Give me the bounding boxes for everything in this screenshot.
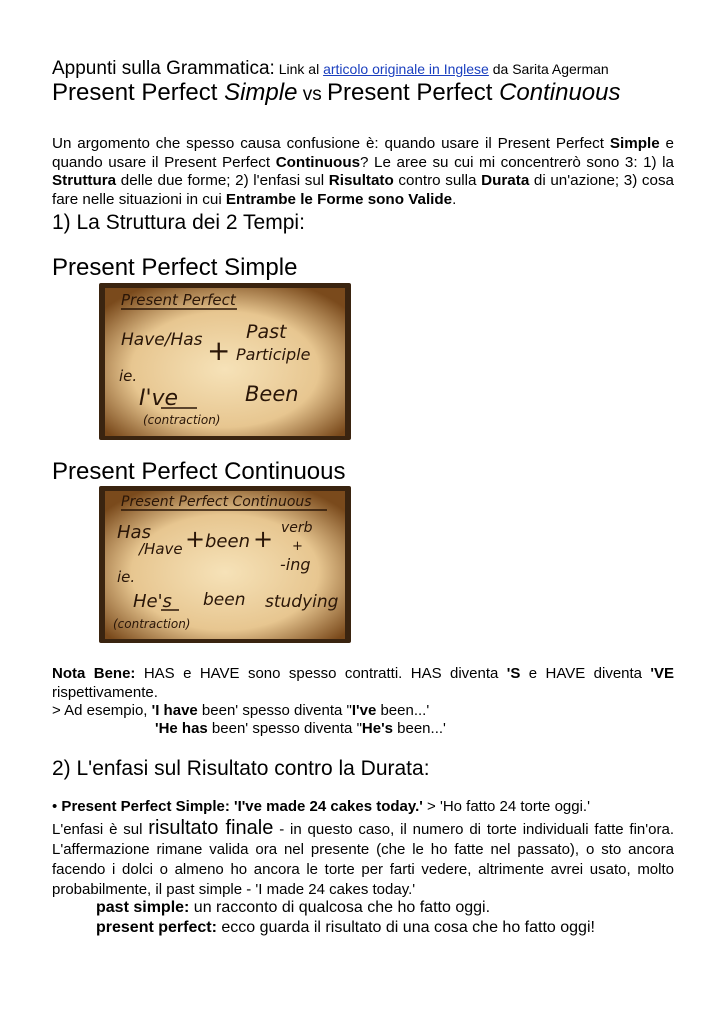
nota-text: been' spesso diventa " bbox=[197, 702, 352, 719]
header-link-intro: Link al bbox=[274, 61, 324, 77]
nota-text: been' spesso diventa " bbox=[207, 720, 362, 737]
board-cont-plus3: + bbox=[292, 539, 303, 554]
board-simple-have-has: Have/Has bbox=[121, 330, 203, 350]
section1-heading: 1) La Struttura dei 2 Tempi: bbox=[52, 211, 305, 234]
present-perfect-text: ecco guarda il risultato di una cosa che ho fatto oggi! bbox=[216, 919, 595, 936]
intro-bold: Durata bbox=[481, 172, 530, 189]
simple-heading: Present Perfect Simple bbox=[52, 254, 298, 281]
nota-bold: 'He has bbox=[155, 720, 208, 737]
board-cont-been2: been bbox=[203, 590, 246, 610]
page-title bbox=[52, 79, 674, 109]
board-cont-plus2: + bbox=[253, 525, 274, 553]
past-simple-text: un racconto di qualcosa che ho fatto oggi. bbox=[189, 899, 491, 916]
board-cont-hes: He's bbox=[133, 591, 172, 612]
header-line bbox=[52, 58, 674, 80]
bullet-icon: • bbox=[52, 798, 58, 815]
board-cont-ie: ie. bbox=[117, 568, 136, 586]
intro-bold: Simple bbox=[609, 135, 660, 152]
header-author: da Sarita Agerman bbox=[488, 61, 609, 77]
intro-bold: Entrambe le Forme sono Valide bbox=[225, 190, 453, 208]
board-cont-have: /Have bbox=[139, 540, 183, 558]
board-cont-contraction: (contraction) bbox=[113, 617, 191, 631]
present-perfect-line bbox=[52, 918, 718, 938]
nota-text: e HAVE diventa bbox=[520, 665, 651, 682]
board-simple-title: Present Perfect bbox=[121, 291, 236, 309]
board-cont-studying: studying bbox=[265, 592, 339, 612]
continuous-heading: Present Perfect Continuous bbox=[52, 458, 346, 485]
intro-text: di un'azione; 3) cosa fare nelle situazioni in cui bbox=[52, 172, 674, 208]
nota-text: been...' bbox=[392, 720, 446, 737]
intro-text: delle due forme; 2) l'enfasi sul bbox=[116, 172, 329, 189]
board-simple-ie: ie. bbox=[119, 367, 138, 385]
nota-bold: 'VE bbox=[650, 665, 674, 682]
intro-bold: Struttura bbox=[52, 172, 117, 189]
intro-paragraph bbox=[52, 135, 674, 209]
nota-text: rispettivamente. bbox=[52, 683, 158, 701]
board-cont-title: Present Perfect Continuous bbox=[121, 494, 312, 510]
board-simple-participle: Participle bbox=[236, 345, 311, 364]
board-cont-plus1: + bbox=[185, 525, 206, 553]
bullet-bold: Present Perfect Simple: 'I've made 24 cakes today.' bbox=[57, 798, 423, 815]
intro-bold: Continuous bbox=[275, 153, 361, 171]
nota-text: HAS e HAVE sono spesso contratti. HAS diventa bbox=[135, 665, 507, 682]
past-simple-label: past simple: bbox=[96, 899, 190, 916]
board-cont-ing: -ing bbox=[280, 555, 311, 574]
intro-bold: Risultato bbox=[328, 172, 394, 189]
nota-example-1 bbox=[52, 702, 674, 721]
nota-example-2 bbox=[155, 720, 675, 739]
nota-bold: I've bbox=[351, 702, 377, 719]
result-paragraph bbox=[52, 818, 674, 900]
board-simple-ive: I've bbox=[139, 386, 179, 411]
nota-bold: 'I have bbox=[151, 702, 198, 719]
title-part2: Present Perfect bbox=[327, 79, 500, 106]
board-continuous-svg bbox=[99, 486, 351, 643]
past-simple-line bbox=[52, 898, 718, 918]
title-simple: Simple bbox=[224, 79, 298, 106]
nota-example-prefix: > Ad esempio, bbox=[52, 702, 152, 719]
bullet-present-perfect-simple bbox=[52, 798, 674, 817]
board-simple-been: Been bbox=[245, 382, 299, 406]
paragraph-text: L'enfasi è sul bbox=[52, 821, 149, 838]
title-continuous: Continuous bbox=[499, 79, 621, 106]
nota-bold: He's bbox=[361, 720, 393, 737]
intro-text: . bbox=[452, 190, 457, 208]
bullet-text: > 'Ho fatto 24 torte oggi.' bbox=[422, 798, 590, 815]
nota-bene bbox=[52, 665, 674, 702]
present-perfect-continuous-board bbox=[99, 486, 351, 643]
present-perfect-label: present perfect: bbox=[96, 919, 217, 936]
board-simple-past: Past bbox=[246, 321, 287, 343]
title-part1: Present Perfect bbox=[52, 79, 225, 106]
board-cont-has: Has bbox=[117, 522, 151, 543]
board-simple-svg bbox=[99, 283, 351, 440]
title-vs: vs bbox=[297, 84, 327, 105]
present-perfect-simple-board bbox=[99, 283, 351, 440]
intro-text: ? Le aree su cui mi concentrerò sono 3: 1) la bbox=[360, 153, 674, 171]
board-cont-verb: verb bbox=[281, 520, 313, 536]
nota-label: Nota Bene: bbox=[52, 665, 136, 682]
section2-heading: 2) L'enfasi sul Risultato contro la Durata: bbox=[52, 757, 430, 780]
intro-text: e quando usare il Present Perfect bbox=[52, 135, 674, 171]
header-prefix: Appunti sulla Grammatica: bbox=[52, 58, 275, 79]
paragraph-emphasis: risultato finale bbox=[148, 817, 274, 839]
paragraph-text: - in questo caso, il numero di torte individuali fatte fin'ora. L'affermazione rimane valida ora nel presente (che le ho fatte nel passato), o sto ancora facendo i dolci o almeno ho ancora le torte per farti vedere, altrimente avrei usato, molto probabilmente, il past simple - 'I made 24 cakes today.' bbox=[52, 821, 674, 898]
nota-text: been...' bbox=[376, 702, 430, 719]
intro-text: contro sulla bbox=[393, 172, 482, 189]
board-simple-plus: + bbox=[207, 334, 231, 367]
intro-text: Un argomento che spesso causa confusione è: quando usare il Present Perfect bbox=[52, 135, 610, 152]
original-article-link[interactable]: articolo originale in Inglese bbox=[323, 61, 489, 77]
board-simple-contraction: (contraction) bbox=[143, 413, 221, 427]
nota-bold: 'S bbox=[506, 665, 521, 682]
board-cont-been: been bbox=[205, 531, 250, 552]
